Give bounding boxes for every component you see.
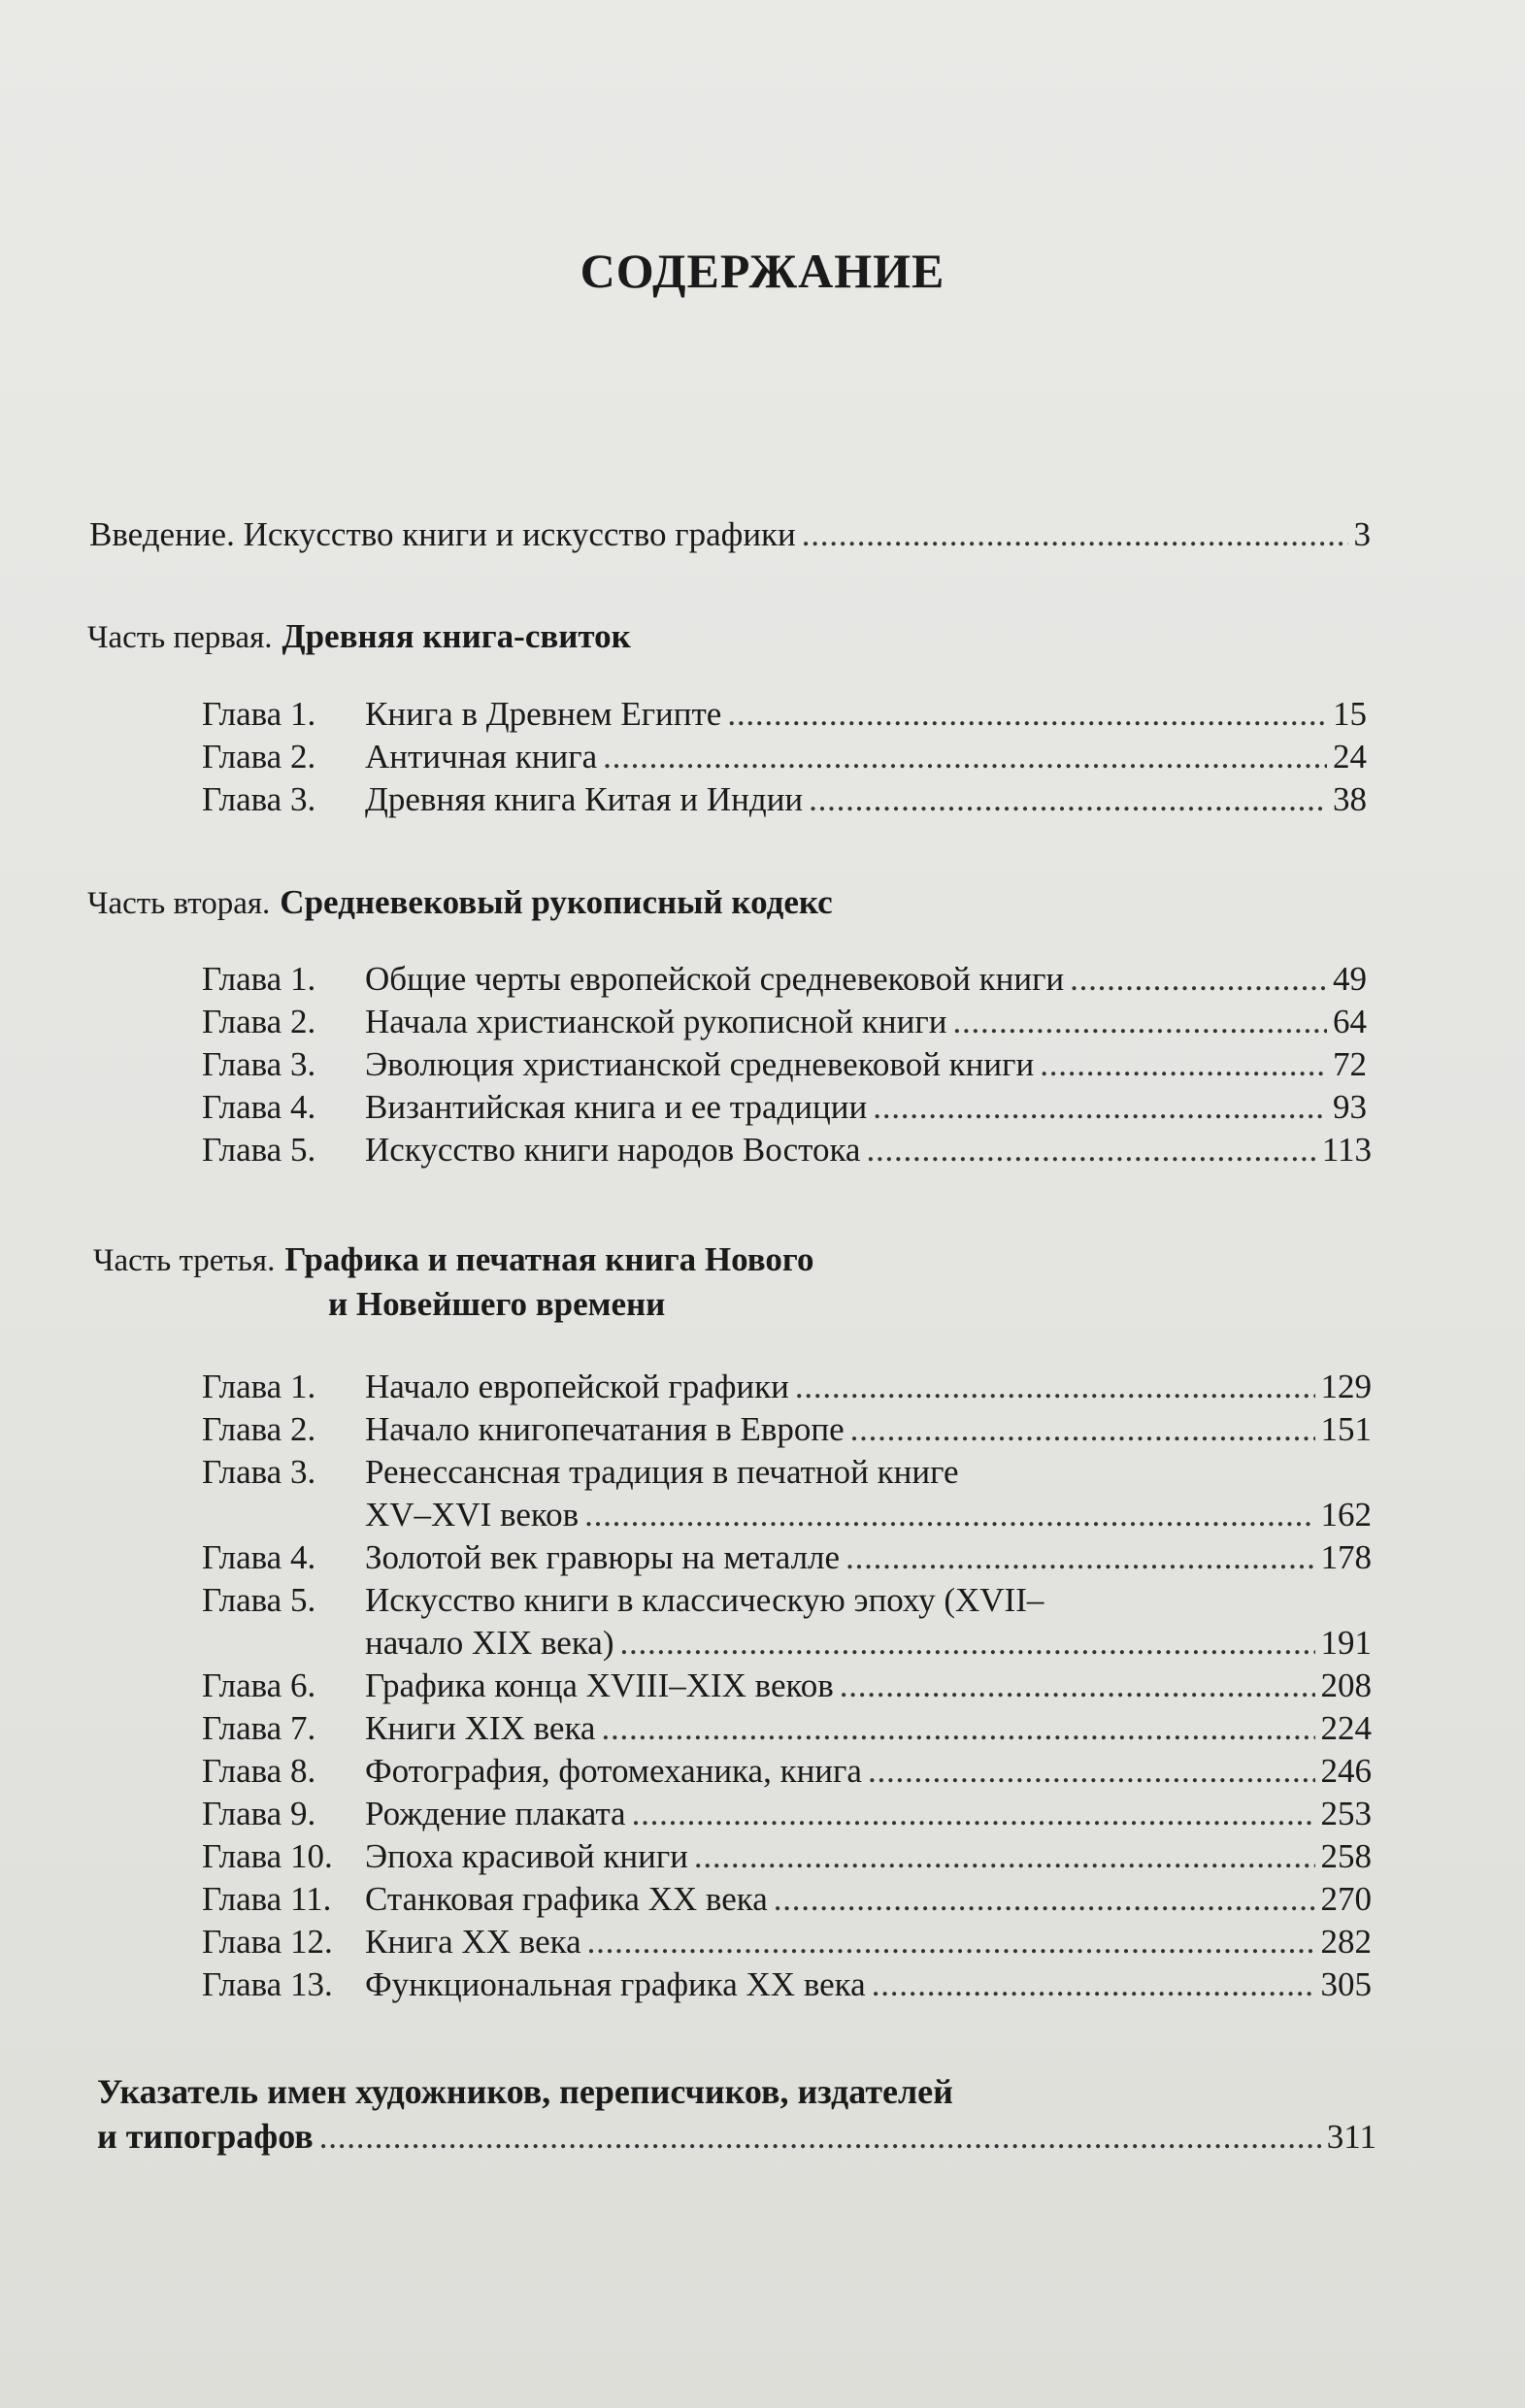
chapter-number: Глава 11. bbox=[202, 1880, 332, 1918]
entry-page-number: 282 bbox=[1320, 1923, 1372, 1961]
toc-entry-chapter-line-2[interactable] bbox=[365, 1623, 1372, 1664]
entry-page-number: 305 bbox=[1320, 1965, 1372, 2003]
entry-page-number: 24 bbox=[1333, 738, 1367, 775]
entry-page-number: 93 bbox=[1333, 1088, 1367, 1126]
chapter-number: Глава 10. bbox=[202, 1837, 333, 1875]
page-title: СОДЕРЖАНИЕ bbox=[580, 244, 945, 298]
entry-page-number: 208 bbox=[1320, 1666, 1372, 1704]
entry-page-number: 246 bbox=[1320, 1752, 1372, 1790]
index-entry-line-2: и типографов bbox=[97, 2117, 314, 2156]
dot-leader bbox=[774, 1879, 1315, 1920]
index-entry-line-1: Указатель имен художников, переписчиков, издателей bbox=[97, 2072, 953, 2111]
dot-leader bbox=[873, 1087, 1327, 1128]
dot-leader bbox=[603, 737, 1327, 777]
chapter-title-continued: XV–XVI веков bbox=[365, 1496, 580, 1534]
chapter-title: Античная книга bbox=[365, 738, 598, 775]
dot-leader bbox=[866, 1130, 1315, 1171]
toc-entry-intro[interactable] bbox=[89, 514, 1371, 555]
chapter-title: Книга XX века bbox=[365, 1923, 581, 1961]
chapter-number: Глава 2. bbox=[202, 1410, 316, 1448]
chapter-title: Станковая графика XX века bbox=[365, 1880, 768, 1918]
chapter-title: Рождение плаката bbox=[365, 1795, 626, 1832]
entry-page-number: 38 bbox=[1333, 780, 1367, 818]
entry-page-number: 258 bbox=[1320, 1837, 1372, 1875]
toc-entry-chapter[interactable] bbox=[202, 1130, 1372, 1171]
chapter-number: Глава 2. bbox=[202, 738, 316, 775]
chapter-number: Глава 3. bbox=[202, 1045, 316, 1083]
dot-leader bbox=[850, 1409, 1315, 1450]
dot-leader bbox=[802, 514, 1348, 555]
toc-entry-chapter[interactable] bbox=[202, 1836, 1372, 1877]
toc-entry-index[interactable] bbox=[97, 2116, 1376, 2158]
chapter-title-continued: начало XIX века) bbox=[365, 1624, 614, 1662]
dot-leader bbox=[840, 1666, 1315, 1706]
entry-page-number: 3 bbox=[1353, 515, 1371, 553]
dot-leader bbox=[694, 1836, 1315, 1877]
entry-page-number: 224 bbox=[1320, 1709, 1372, 1747]
dot-leader bbox=[795, 1367, 1315, 1407]
toc-entry-chapter[interactable] bbox=[202, 1794, 1372, 1834]
dot-leader bbox=[845, 1537, 1314, 1578]
toc-entry-chapter-line-1 bbox=[202, 1580, 1044, 1621]
chapter-title: Золотой век гравюры на металле bbox=[365, 1538, 841, 1576]
chapter-title: Начало европейской графики bbox=[365, 1368, 789, 1405]
chapter-title: Византийская книга и ее традиции bbox=[365, 1088, 868, 1126]
part-label: Часть вторая. bbox=[87, 886, 271, 921]
toc-entry-chapter[interactable] bbox=[202, 1922, 1372, 1963]
chapter-title: Общие черты европейской средневековой книги bbox=[365, 960, 1065, 998]
chapter-title: Начала христианской рукописной книги bbox=[365, 1003, 947, 1040]
part-heading bbox=[87, 883, 833, 922]
entry-page-number: 15 bbox=[1333, 695, 1367, 733]
entry-page-number: 178 bbox=[1320, 1538, 1372, 1576]
chapter-title: Эволюция христианской средневековой книги bbox=[365, 1045, 1035, 1083]
chapter-number: Глава 7. bbox=[202, 1709, 316, 1747]
chapter-number: Глава 4. bbox=[202, 1538, 316, 1576]
chapter-number: Глава 2. bbox=[202, 1003, 316, 1040]
dot-leader bbox=[809, 779, 1327, 820]
chapter-number: Глава 1. bbox=[202, 960, 316, 998]
part-heading bbox=[87, 617, 631, 656]
chapter-number: Глава 6. bbox=[202, 1666, 316, 1704]
chapter-title: Функциональная графика XX века bbox=[365, 1965, 866, 2003]
dot-leader bbox=[587, 1922, 1315, 1963]
chapter-title: Эпоха красивой книги bbox=[365, 1837, 688, 1875]
chapter-number: Глава 9. bbox=[202, 1795, 316, 1832]
toc-entry-chapter[interactable] bbox=[202, 959, 1367, 1000]
chapter-title: Начало книгопечатания в Европе bbox=[365, 1410, 845, 1448]
toc-entry-chapter[interactable] bbox=[202, 1087, 1367, 1128]
toc-entry-chapter-line-2[interactable] bbox=[365, 1495, 1372, 1535]
entry-page-number: 191 bbox=[1320, 1624, 1372, 1662]
chapter-title: Фотография, фотомеханика, книга bbox=[365, 1752, 862, 1790]
toc-entry-chapter[interactable] bbox=[202, 737, 1367, 777]
dot-leader bbox=[868, 1751, 1315, 1792]
part-label: Часть первая. bbox=[87, 620, 273, 655]
dot-leader bbox=[1070, 959, 1327, 1000]
chapter-number: Глава 13. bbox=[202, 1965, 333, 2003]
chapter-number: Глава 4. bbox=[202, 1088, 316, 1126]
entry-page-number: 113 bbox=[1321, 1131, 1372, 1169]
dot-leader bbox=[319, 2117, 1321, 2158]
toc-entry-chapter[interactable] bbox=[202, 1666, 1372, 1706]
chapter-title: Книги XIX века bbox=[365, 1709, 596, 1747]
part-title-line-2: и Новейшего времени bbox=[328, 1285, 666, 1323]
entry-page-number: 311 bbox=[1326, 2118, 1376, 2156]
chapter-number: Глава 1. bbox=[202, 695, 316, 733]
part-title: Графика и печатная книга Нового bbox=[284, 1240, 814, 1278]
toc-entry-chapter[interactable] bbox=[202, 1537, 1372, 1578]
entry-page-number: 253 bbox=[1320, 1795, 1372, 1832]
entry-page-number: 129 bbox=[1320, 1368, 1372, 1405]
part-title: Средневековый рукописный кодекс bbox=[280, 883, 833, 921]
entry-page-number: 72 bbox=[1333, 1045, 1367, 1083]
dot-leader bbox=[584, 1495, 1314, 1535]
chapter-title: Ренессансная традиция в печатной книге bbox=[365, 1453, 959, 1491]
chapter-number: Глава 1. bbox=[202, 1368, 316, 1405]
entry-page-number: 151 bbox=[1320, 1410, 1372, 1448]
dot-leader bbox=[601, 1708, 1314, 1749]
dot-leader bbox=[952, 1002, 1327, 1042]
chapter-title: Графика конца XVIII–XIX веков bbox=[365, 1666, 834, 1704]
chapter-title: Искусство книги народов Востока bbox=[365, 1131, 861, 1169]
part-heading bbox=[93, 1240, 813, 1279]
part-title: Древняя книга-свиток bbox=[282, 617, 631, 655]
toc-entry-chapter[interactable] bbox=[202, 1044, 1367, 1085]
toc-entry-chapter[interactable] bbox=[202, 1879, 1372, 1920]
chapter-number: Глава 12. bbox=[202, 1923, 333, 1961]
toc-entry-chapter[interactable] bbox=[202, 1964, 1372, 2005]
toc-entry-chapter[interactable] bbox=[202, 694, 1367, 735]
chapter-number: Глава 5. bbox=[202, 1131, 316, 1169]
toc-entry-chapter[interactable] bbox=[202, 1708, 1372, 1749]
toc-entry-chapter[interactable] bbox=[202, 1002, 1367, 1042]
toc-entry-chapter-line-1 bbox=[202, 1452, 959, 1493]
toc-entry-chapter[interactable] bbox=[202, 1751, 1372, 1792]
chapter-number: Глава 8. bbox=[202, 1752, 316, 1790]
chapter-title: Древняя книга Китая и Индии bbox=[365, 780, 804, 818]
part-label: Часть третья. bbox=[93, 1243, 276, 1278]
chapter-title: Искусство книги в классическую эпоху (XVII– bbox=[365, 1581, 1044, 1619]
dot-leader bbox=[620, 1623, 1315, 1664]
entry-title: Введение. Искусство книги и искусство графики bbox=[89, 515, 796, 553]
chapter-number: Глава 5. bbox=[202, 1581, 316, 1619]
dot-leader bbox=[727, 694, 1327, 735]
chapter-number: Глава 3. bbox=[202, 780, 316, 818]
entry-page-number: 270 bbox=[1320, 1880, 1372, 1918]
chapter-number: Глава 3. bbox=[202, 1453, 316, 1491]
toc-entry-chapter[interactable] bbox=[202, 1409, 1372, 1450]
chapter-title: Книга в Древнем Египте bbox=[365, 695, 722, 733]
dot-leader bbox=[872, 1964, 1315, 2005]
dot-leader bbox=[1040, 1044, 1327, 1085]
entry-page-number: 49 bbox=[1333, 960, 1367, 998]
entry-page-number: 162 bbox=[1320, 1496, 1372, 1534]
dot-leader bbox=[632, 1794, 1315, 1834]
entry-page-number: 64 bbox=[1333, 1003, 1367, 1040]
toc-entry-chapter[interactable] bbox=[202, 1367, 1372, 1407]
toc-entry-chapter[interactable] bbox=[202, 779, 1367, 820]
